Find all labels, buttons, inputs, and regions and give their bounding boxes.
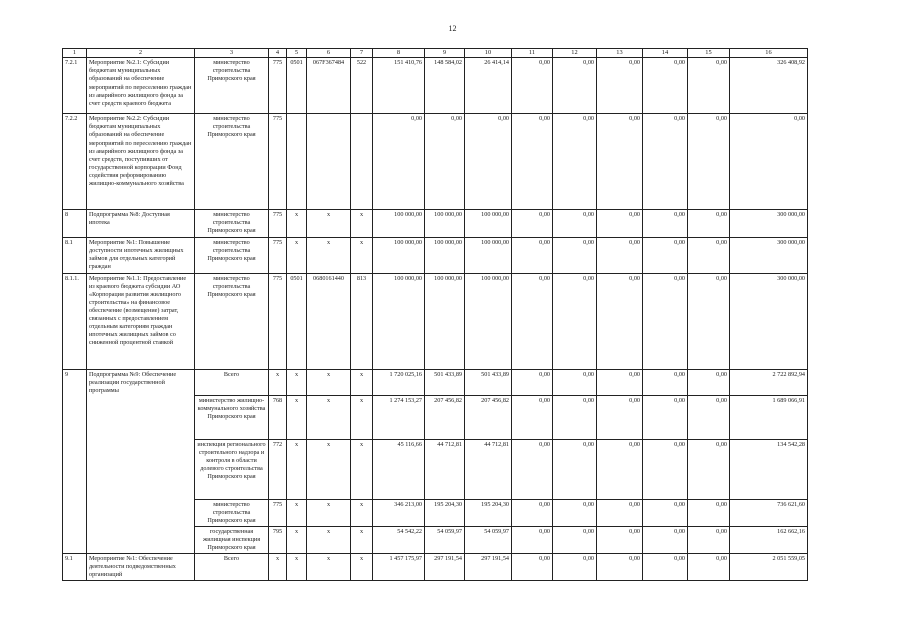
cell-value: 0,00 bbox=[553, 114, 597, 210]
cell-csr: х bbox=[307, 237, 351, 273]
cell-value: 0,00 bbox=[512, 369, 553, 395]
row-executor: министерство строительства Приморского края bbox=[195, 210, 269, 237]
cell-rzpr: х bbox=[287, 499, 307, 526]
cell-total: 162 662,16 bbox=[730, 526, 808, 553]
cell-value: 0,00 bbox=[597, 273, 643, 369]
cell-value: 100 000,00 bbox=[465, 273, 512, 369]
cell-value: 0,00 bbox=[512, 210, 553, 237]
cell-vr bbox=[351, 114, 373, 210]
cell-value: 0,00 bbox=[553, 526, 597, 553]
row-executor: Всего bbox=[195, 369, 269, 395]
column-header: 5 bbox=[287, 49, 307, 58]
cell-rzpr bbox=[287, 114, 307, 210]
cell-value: 0,00 bbox=[512, 439, 553, 499]
cell-value: 0,00 bbox=[643, 210, 688, 237]
row-name: Мероприятие №1: Повышение доступности ипотечных жилищных займов для отдельных категорий граждан bbox=[87, 237, 195, 273]
cell-value: 0,00 bbox=[643, 395, 688, 439]
cell-value: 100 000,00 bbox=[373, 210, 425, 237]
table-row bbox=[63, 58, 808, 114]
cell-value: 0,00 bbox=[688, 395, 730, 439]
column-header: 16 bbox=[730, 49, 808, 58]
cell-value: 195 204,30 bbox=[465, 499, 512, 526]
cell-value: 0,00 bbox=[512, 553, 553, 580]
row-executor: министерство строительства Приморского края bbox=[195, 273, 269, 369]
cell-total: 134 542,28 bbox=[730, 439, 808, 499]
row-name: Мероприятие №2.1: Субсидии бюджетам муниципальных образований на обеспечение мероприятий по переселению граждан из аварийного жилищного фонда за счет средств краевого бюджета bbox=[87, 58, 195, 114]
cell-value: 1 457 175,97 bbox=[373, 553, 425, 580]
cell-rzpr: х bbox=[287, 553, 307, 580]
cell-grbs: х bbox=[269, 553, 287, 580]
cell-total: 300 000,00 bbox=[730, 237, 808, 273]
cell-value: 0,00 bbox=[512, 395, 553, 439]
cell-value: 26 414,14 bbox=[465, 58, 512, 114]
page-number: 12 bbox=[448, 24, 457, 33]
cell-rzpr: х bbox=[287, 369, 307, 395]
column-header: 8 bbox=[373, 49, 425, 58]
row-executor: Всего bbox=[195, 553, 269, 580]
cell-value: 0,00 bbox=[553, 273, 597, 369]
cell-value: 100 000,00 bbox=[465, 237, 512, 273]
cell-value: 0,00 bbox=[553, 237, 597, 273]
cell-value: 0,00 bbox=[688, 210, 730, 237]
cell-value: 0,00 bbox=[688, 553, 730, 580]
row-executor: министерство строительства Приморского края bbox=[195, 499, 269, 526]
row-code: 9.1 bbox=[63, 553, 87, 580]
cell-vr: 522 bbox=[351, 58, 373, 114]
cell-rzpr: х bbox=[287, 395, 307, 439]
cell-value: 54 059,97 bbox=[465, 526, 512, 553]
cell-grbs: 775 bbox=[269, 273, 287, 369]
cell-value: 0,00 bbox=[688, 237, 730, 273]
cell-value: 0,00 bbox=[553, 553, 597, 580]
cell-csr: х bbox=[307, 395, 351, 439]
cell-csr: х bbox=[307, 553, 351, 580]
cell-value: 45 116,66 bbox=[373, 439, 425, 499]
cell-vr: х bbox=[351, 553, 373, 580]
row-code: 7.2.1 bbox=[63, 58, 87, 114]
row-name: Мероприятие №1: Обеспечение деятельности подведомственных организаций bbox=[87, 553, 195, 580]
cell-value: 44 712,81 bbox=[465, 439, 512, 499]
cell-value: 0,00 bbox=[553, 58, 597, 114]
row-name: Подпрограмма №8: Доступная ипотека bbox=[87, 210, 195, 237]
cell-value: 100 000,00 bbox=[465, 210, 512, 237]
table-row bbox=[63, 237, 808, 273]
cell-value: 151 410,76 bbox=[373, 58, 425, 114]
cell-value: 0,00 bbox=[643, 114, 688, 210]
cell-grbs: х bbox=[269, 369, 287, 395]
row-executor: министерство строительства Приморского края bbox=[195, 237, 269, 273]
budget-table-container bbox=[62, 48, 807, 581]
cell-value: 0,00 bbox=[512, 58, 553, 114]
cell-value: 0,00 bbox=[643, 439, 688, 499]
cell-value: 100 000,00 bbox=[425, 237, 465, 273]
column-number-row bbox=[63, 49, 808, 58]
cell-total: 326 408,92 bbox=[730, 58, 808, 114]
cell-grbs: 768 bbox=[269, 395, 287, 439]
cell-value: 0,00 bbox=[688, 273, 730, 369]
row-executor: министерство строительства Приморского края bbox=[195, 58, 269, 114]
cell-value: 0,00 bbox=[688, 526, 730, 553]
cell-value: 0,00 bbox=[553, 210, 597, 237]
cell-grbs: 775 bbox=[269, 210, 287, 237]
cell-value: 0,00 bbox=[643, 273, 688, 369]
row-code: 9 bbox=[63, 369, 87, 553]
row-code: 8.1.1. bbox=[63, 273, 87, 369]
cell-csr: х bbox=[307, 439, 351, 499]
cell-value: 0,00 bbox=[597, 210, 643, 237]
cell-value: 0,00 bbox=[597, 114, 643, 210]
cell-value: 0,00 bbox=[512, 114, 553, 210]
table-row bbox=[63, 369, 808, 395]
cell-value: 0,00 bbox=[643, 526, 688, 553]
column-header: 11 bbox=[512, 49, 553, 58]
cell-value: 100 000,00 bbox=[373, 273, 425, 369]
row-name: Подпрограмма №9: Обеспечение реализации государственной программы bbox=[87, 369, 195, 553]
cell-vr: х bbox=[351, 526, 373, 553]
cell-value: 0,00 bbox=[373, 114, 425, 210]
row-executor: государственная жилищная инспекция Приморского края bbox=[195, 526, 269, 553]
cell-value: 501 433,89 bbox=[425, 369, 465, 395]
cell-value: 297 191,54 bbox=[425, 553, 465, 580]
cell-value: 346 213,00 bbox=[373, 499, 425, 526]
cell-grbs: 775 bbox=[269, 499, 287, 526]
cell-value: 0,00 bbox=[553, 395, 597, 439]
cell-value: 0,00 bbox=[643, 237, 688, 273]
cell-total: 2 722 892,94 bbox=[730, 369, 808, 395]
cell-value: 0,00 bbox=[512, 499, 553, 526]
cell-csr: х bbox=[307, 499, 351, 526]
cell-value: 148 584,02 bbox=[425, 58, 465, 114]
row-executor: министерство жилищно-коммунального хозяйства Приморского края bbox=[195, 395, 269, 439]
cell-vr: х bbox=[351, 210, 373, 237]
cell-value: 0,00 bbox=[512, 273, 553, 369]
cell-csr: х bbox=[307, 526, 351, 553]
cell-value: 44 712,81 bbox=[425, 439, 465, 499]
cell-value: 0,00 bbox=[597, 58, 643, 114]
column-header: 6 bbox=[307, 49, 351, 58]
cell-value: 207 456,82 bbox=[425, 395, 465, 439]
cell-rzpr: х bbox=[287, 237, 307, 273]
cell-vr: х bbox=[351, 439, 373, 499]
cell-value: 0,00 bbox=[597, 439, 643, 499]
cell-vr: х bbox=[351, 395, 373, 439]
cell-rzpr: х bbox=[287, 526, 307, 553]
cell-grbs: 775 bbox=[269, 114, 287, 210]
cell-total: 736 621,60 bbox=[730, 499, 808, 526]
table-row bbox=[63, 273, 808, 369]
cell-value: 1 274 153,27 bbox=[373, 395, 425, 439]
budget-table bbox=[62, 48, 808, 581]
cell-vr: х bbox=[351, 369, 373, 395]
table-row bbox=[63, 210, 808, 237]
cell-total: 300 000,00 bbox=[730, 273, 808, 369]
cell-value: 0,00 bbox=[597, 395, 643, 439]
column-header: 9 bbox=[425, 49, 465, 58]
cell-value: 0,00 bbox=[512, 526, 553, 553]
cell-value: 195 204,30 bbox=[425, 499, 465, 526]
cell-csr: х bbox=[307, 369, 351, 395]
cell-value: 0,00 bbox=[597, 526, 643, 553]
cell-value: 0,00 bbox=[643, 58, 688, 114]
column-header: 14 bbox=[643, 49, 688, 58]
cell-value: 0,00 bbox=[597, 237, 643, 273]
cell-value: 100 000,00 bbox=[373, 237, 425, 273]
row-executor: инспекция регионального строительного надзора и контроля в области долевого строительства Приморского края bbox=[195, 439, 269, 499]
cell-value: 0,00 bbox=[688, 58, 730, 114]
cell-grbs: 772 bbox=[269, 439, 287, 499]
cell-rzpr: х bbox=[287, 210, 307, 237]
cell-value: 100 000,00 bbox=[425, 210, 465, 237]
cell-value: 1 720 025,16 bbox=[373, 369, 425, 395]
cell-value: 0,00 bbox=[643, 499, 688, 526]
cell-value: 0,00 bbox=[597, 553, 643, 580]
cell-csr: 067F367484 bbox=[307, 58, 351, 114]
cell-value: 54 542,22 bbox=[373, 526, 425, 553]
row-name: Мероприятие №1.1: Предоставление из краевого бюджета субсидии АО «Корпорация развития жилищного строительства» на финансовое обеспечение (возмещение) затрат, связанных с предоставлением отдельным категориям граждан ипотечных жилищных займов со сниженной процентной ставкой bbox=[87, 273, 195, 369]
column-header: 2 bbox=[87, 49, 195, 58]
cell-value: 0,00 bbox=[643, 553, 688, 580]
cell-value: 0,00 bbox=[688, 439, 730, 499]
column-header: 15 bbox=[688, 49, 730, 58]
column-header: 13 bbox=[597, 49, 643, 58]
cell-rzpr: 0501 bbox=[287, 273, 307, 369]
cell-grbs: 775 bbox=[269, 237, 287, 273]
cell-value: 54 059,97 bbox=[425, 526, 465, 553]
cell-value: 0,00 bbox=[688, 369, 730, 395]
column-header: 1 bbox=[63, 49, 87, 58]
cell-total: 2 051 559,05 bbox=[730, 553, 808, 580]
row-code: 7.2.2 bbox=[63, 114, 87, 210]
cell-value: 0,00 bbox=[512, 237, 553, 273]
cell-value: 0,00 bbox=[688, 114, 730, 210]
cell-csr: х bbox=[307, 210, 351, 237]
cell-value: 0,00 bbox=[688, 499, 730, 526]
cell-value: 207 456,82 bbox=[465, 395, 512, 439]
cell-value: 0,00 bbox=[425, 114, 465, 210]
cell-value: 100 000,00 bbox=[425, 273, 465, 369]
column-header: 3 bbox=[195, 49, 269, 58]
table-row bbox=[63, 114, 808, 210]
column-header: 4 bbox=[269, 49, 287, 58]
cell-value: 297 191,54 bbox=[465, 553, 512, 580]
column-header: 10 bbox=[465, 49, 512, 58]
cell-grbs: 795 bbox=[269, 526, 287, 553]
cell-csr: 0680161440 bbox=[307, 273, 351, 369]
cell-vr: х bbox=[351, 237, 373, 273]
cell-value: 0,00 bbox=[553, 439, 597, 499]
cell-total: 0,00 bbox=[730, 114, 808, 210]
cell-value: 0,00 bbox=[553, 369, 597, 395]
cell-rzpr: 0501 bbox=[287, 58, 307, 114]
cell-value: 0,00 bbox=[553, 499, 597, 526]
cell-csr bbox=[307, 114, 351, 210]
table-row bbox=[63, 553, 808, 580]
cell-value: 0,00 bbox=[643, 369, 688, 395]
cell-rzpr: х bbox=[287, 439, 307, 499]
cell-total: 300 000,00 bbox=[730, 210, 808, 237]
cell-value: 501 433,89 bbox=[465, 369, 512, 395]
cell-value: 0,00 bbox=[465, 114, 512, 210]
cell-vr: 813 bbox=[351, 273, 373, 369]
column-header: 12 bbox=[553, 49, 597, 58]
row-code: 8.1 bbox=[63, 237, 87, 273]
cell-grbs: 775 bbox=[269, 58, 287, 114]
row-name: Мероприятие №2.2: Субсидии бюджетам муниципальных образований на обеспечение мероприятий по переселению граждан из аварийного жилищного фонда за счет средств, поступивших от государственной корпорации Фонд содействия реформированию жилищно-коммунального хозяйства bbox=[87, 114, 195, 210]
row-code: 8 bbox=[63, 210, 87, 237]
row-executor: министерство строительства Приморского края bbox=[195, 114, 269, 210]
cell-value: 0,00 bbox=[597, 369, 643, 395]
cell-total: 1 689 066,91 bbox=[730, 395, 808, 439]
cell-vr: х bbox=[351, 499, 373, 526]
cell-value: 0,00 bbox=[597, 499, 643, 526]
column-header: 7 bbox=[351, 49, 373, 58]
